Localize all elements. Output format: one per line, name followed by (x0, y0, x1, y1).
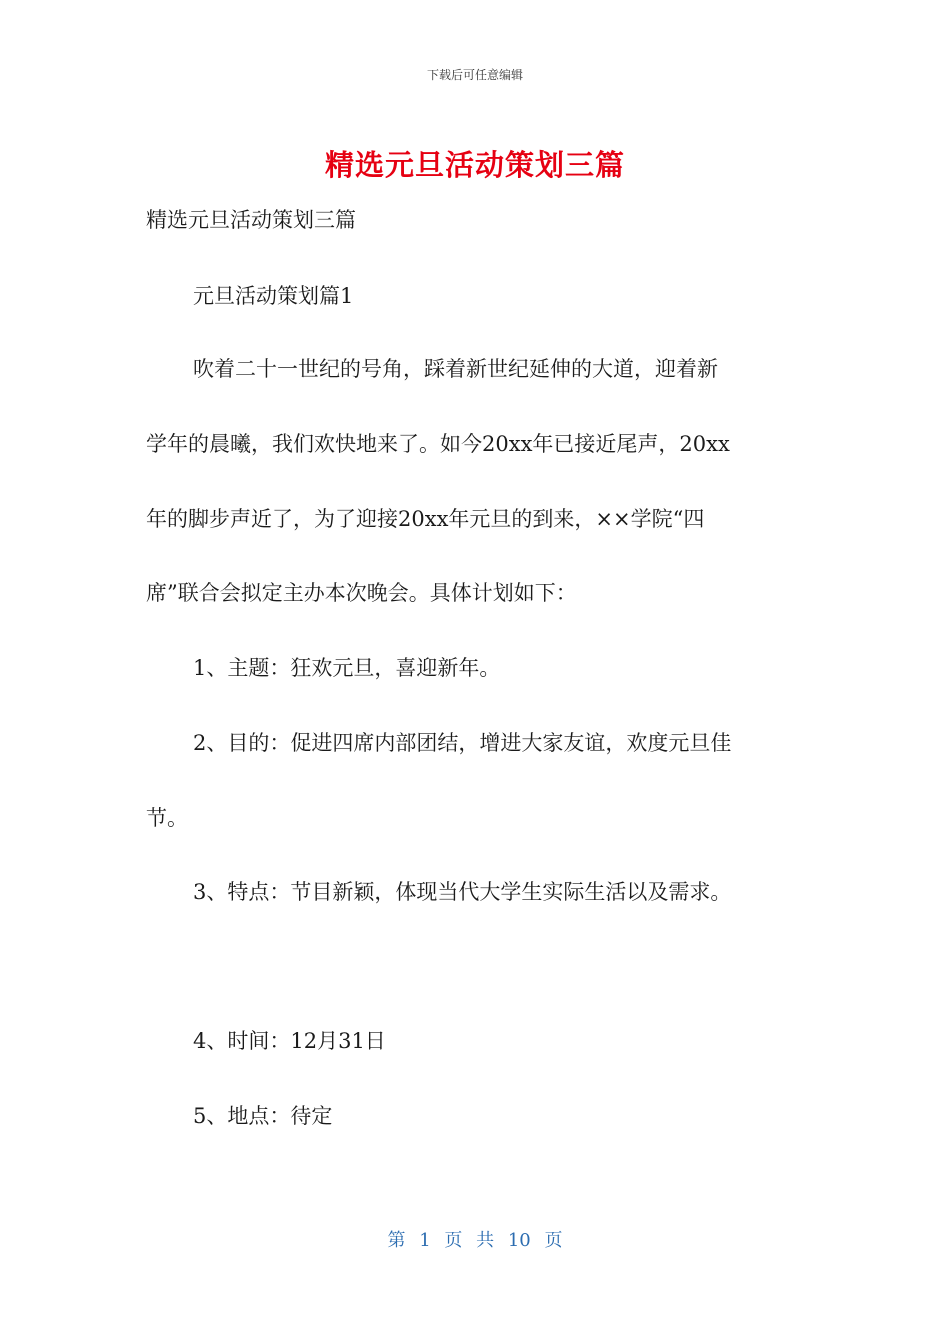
body-line-item-time: 4、时间：12月31日 (193, 1029, 386, 1053)
body-line-paragraph-1: 吹着二十一世纪的号角，踩着新世纪延伸的大道，迎着新 (193, 357, 718, 381)
body-line-paragraph-4: 席”联合会拟定主办本次晚会。具体计划如下： (146, 581, 577, 605)
body-line-item-features: 3、特点：节目新颖，体现当代大学生实际生活以及需求。 (193, 880, 732, 904)
page-number-footer: 第 1 页 共 10 页 (387, 1230, 563, 1251)
body-line-item-purpose-cont: 节。 (146, 806, 188, 830)
body-line-item-theme: 1、主题：狂欢元旦，喜迎新年。 (193, 656, 501, 680)
body-line-item-purpose: 2、目的：促进四席内部团结，增进大家友谊，欢度元旦佳 (193, 731, 732, 755)
document-title: 精选元旦活动策划三篇 (324, 148, 625, 182)
page-header-note: 下载后可任意编辑 (426, 68, 523, 82)
body-line-section-heading: 元旦活动策划篇1 (193, 284, 354, 308)
body-line-item-location: 5、地点：待定 (193, 1104, 333, 1128)
body-line-paragraph-3: 年的脚步声近了，为了迎接20xx年元旦的到来，××学院“四 (146, 507, 705, 531)
body-line-paragraph-2: 学年的晨曦，我们欢快地来了。如今20xx年已接近尾声，20xx (146, 432, 730, 456)
body-line-subtitle: 精选元旦活动策划三篇 (146, 208, 356, 232)
